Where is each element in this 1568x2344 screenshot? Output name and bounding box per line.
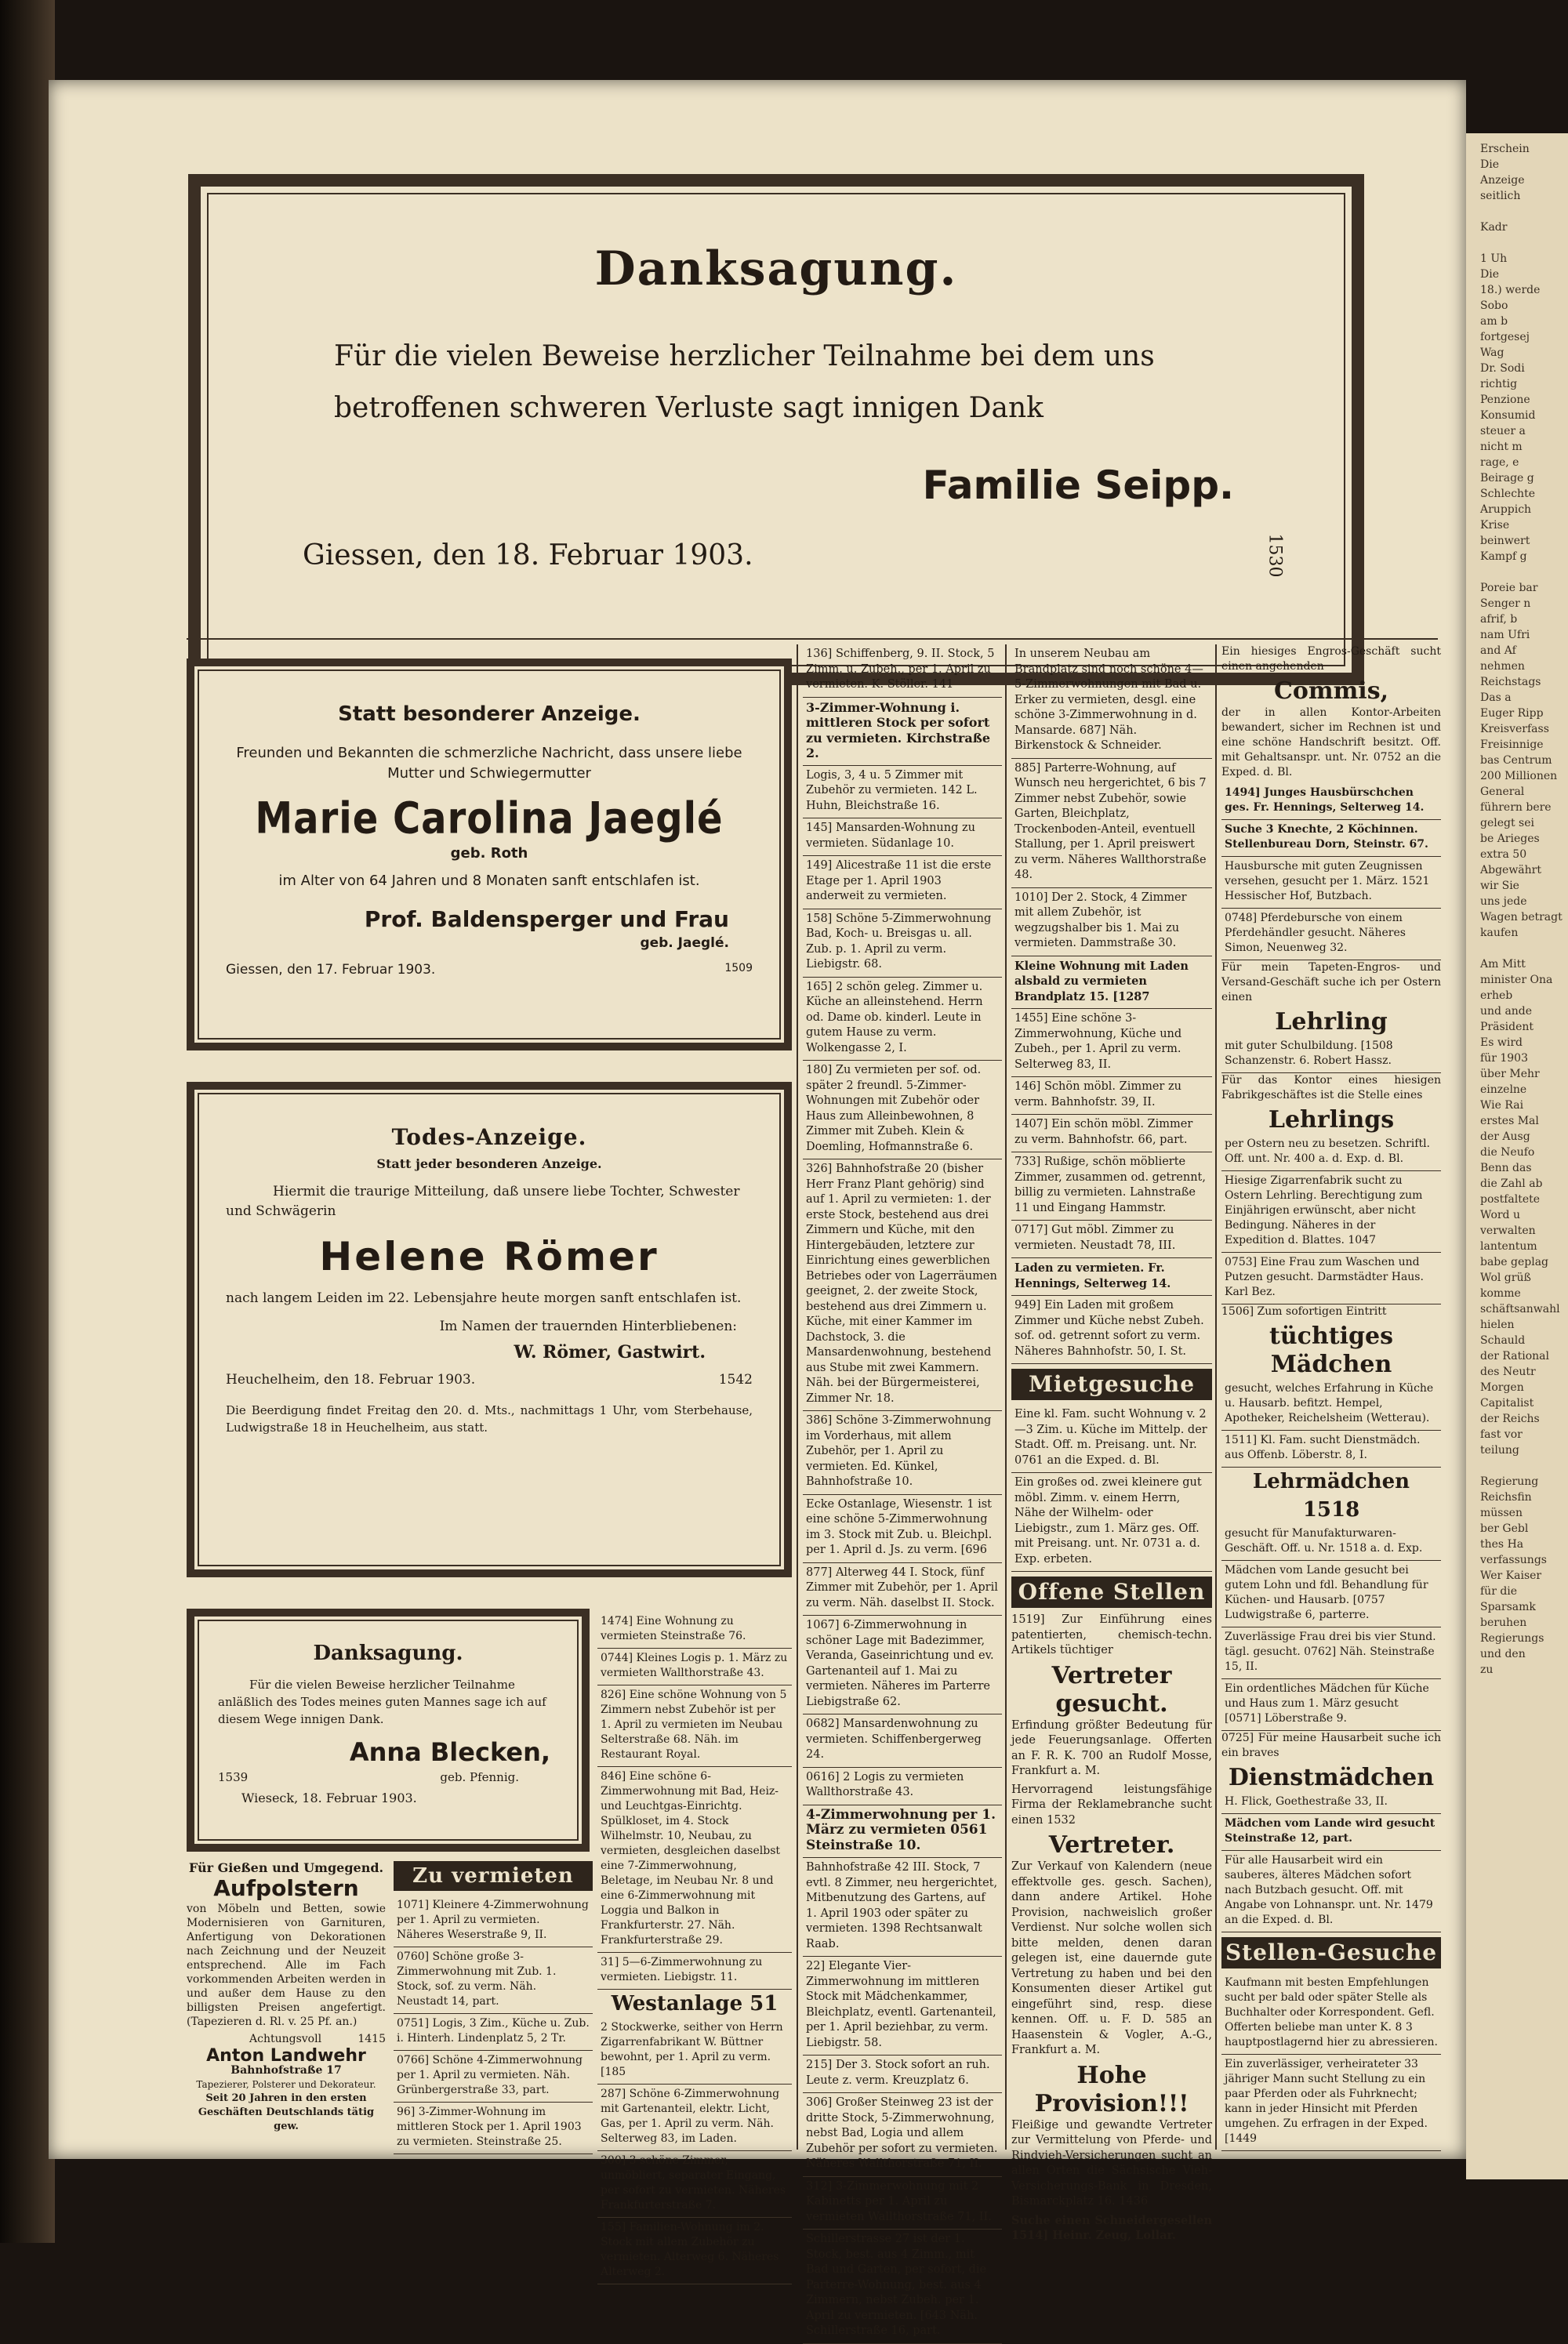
ad-item: 0717] Gut möbl. Zimmer zu vermieten. Neustadt 78, III.: [1011, 1221, 1212, 1258]
job-text: Zur Verkauf von Kalendern (neue effektvolle ges. gesch. Sachen), dann andere Artikel. Hohe Provision, nachweislich großer Verdienst. Nur solche wollen sich bitte melden, denen daran gelegen ist, eine dauernde gute Vertretung zu haben und bei den Konsumenten dieser Artikel gut eingeführt sind, resp. diese kennen. Off. u. F. D. 585 an Haasenstein & Vogler, A.-G., Frankfurt a. M.: [1011, 1860, 1212, 2056]
ad-item: 1474] Eine Wohnung zu vermieten Steinstraße 76.: [597, 1612, 792, 1649]
jaegle-text: im Alter von 64 Jahren und 8 Monaten sanft entschlafen ist.: [278, 873, 700, 889]
ad-item: Kaufmann mit besten Empfehlungen sucht per bald oder später Stelle als Buchhalter oder Korrespondent. Gefl. Offerten beliebe man unter K. 8 3 hauptpostlagernd hier zu abressieren.: [1221, 1973, 1441, 2055]
ad-item: per Ostern neu zu besetzen. Schriftl. Off. unt. Nr. 400 a. d. Exp. d. Bl.: [1221, 1134, 1441, 1171]
ad-item: 22] Elegante Vier-Zimmerwohnung im mittleren Stock mit Mädchenkammer, Bleichplatz, eventl. Gartenanteil, per 1. April beziehbar, zu verm. Liebigstr. 58.: [803, 1957, 1002, 2056]
ad-item: H. Flick, Goethestraße 33, II.: [1221, 1792, 1441, 1814]
job-title: Lehrling: [1275, 1008, 1388, 1036]
danksagung-signature: Familie Seipp.: [922, 463, 1234, 508]
job-text: 1506] Zum sofortigen Eintritt: [1221, 1305, 1387, 1318]
job-text: Ein hiesiges Engros-Geschäft sucht einen angehenden: [1221, 645, 1441, 673]
blecken-place-date: Wieseck, 18. Februar 1903.: [241, 1791, 417, 1805]
ad-westanlage-title: Westanlage 51: [611, 1992, 779, 2016]
roemer-mourners: Im Namen der trauernden Hinterbliebenen:: [439, 1319, 737, 1334]
ad-item: 733] Rußige, schön möblierte Zimmer, zusammen od. getrennt, billig zu vermieten. Lahnstraße 11 und Eingang Hammstr.: [1011, 1152, 1212, 1221]
stellengesuche-header: Stellen-Gesuche: [1221, 1937, 1441, 1968]
ad-item: mit guter Schulbildung. [1508 Schanzenstr. 6. Robert Hassz.: [1221, 1036, 1441, 1073]
ad-item: Kleine Wohnung mit Laden alsbald zu vermieten Brandplatz 15. [1287: [1011, 956, 1212, 1010]
roemer-intro: Hiermit die traurige Mitteilung, daß unsere liebe Tochter, Schwester und Schwägerin: [226, 1184, 740, 1219]
ad-item: Zuverlässige Frau drei bis vier Stund. tägl. gesucht. 0762] Näh. Steinstraße 15, II.: [1221, 1627, 1441, 1679]
ad-item: 1494] Junges Hausbürschchen ges. Fr. Hennings, Selterweg 14.: [1221, 783, 1441, 820]
ad-item: 1010] Der 2. Stock, 4 Zimmer mit allem Zubehör, ist wegzugshalber bis 1. Mai zu vermieten. Dammstraße 30.: [1011, 888, 1212, 956]
danksagung-seipp: [188, 174, 1364, 685]
mietgesuche-header: Mietgesuche: [1011, 1369, 1212, 1400]
ads-column-3: [803, 644, 1002, 2337]
ad-item: Ecke Ostanlage, Wiesenstr. 1 ist eine schöne 5-Zimmerwohnung im 3. Stock mit Zub. u. Bleichpl. per 1. April d. Js. zu verm. [696: [803, 1495, 1002, 1563]
ad-item: 4-Zimmerwohnung per 1. März zu vermieten 0561 Steinstraße 10.: [803, 1805, 1002, 1859]
ad-item: 386] Schöne 3-Zimmerwohnung im Vorderhaus, mit allem Zubehör, per 1. April zu vermieten. Ed. Künkel, Bahnhofstraße 10.: [803, 1411, 1002, 1495]
ad-item: 146] Schön möbl. Zimmer zu verm. Bahnhofstr. 39, II.: [1011, 1077, 1212, 1115]
ad-item: 885] Parterre-Wohnung, auf Wunsch neu hergerichtet, 6 bis 7 Zimmer nebst Zubehör, sowie Garten, Bleichplatz, Trockenboden-Anteil, eventuell Stallung, per 1. April preiswert zu verm. Näheres Wallthorstraße 48.: [1011, 759, 1212, 888]
blecken-text: Für die vielen Beweise herzlicher Teilnahme anläßlich des Todes meines guten Mannes sage ich auf diesem Wege innigen Dank.: [218, 1678, 546, 1726]
ad-item: 0753] Eine Frau zum Waschen und Putzen gesucht. Darmstädter Haus. Karl Bez.: [1221, 1253, 1441, 1304]
ad-item: Ein großes od. zwei kleinere gut möbl. Zimm. v. einem Herrn, Nähe der Wilhelm- oder Liebigstr., zum 1. März ges. Off. mit Preisang. unt. Nr. 0731 a. d. Exp. erbeten.: [1011, 1473, 1212, 1572]
zu-vermieten-header: Zu vermieten: [394, 1861, 593, 1891]
roemer-name: Helene Römer: [319, 1234, 659, 1279]
ads-column-5: [1221, 644, 1441, 2143]
danksagung-title: Danksagung.: [594, 241, 958, 296]
jaegle-number: 1509: [724, 962, 753, 974]
ad-item: 0748] Pferdebursche von einem Pferdehändler gesucht. Näheres Simon, Neuenweg 32.: [1221, 909, 1441, 960]
ad-item: 0616] 2 Logis zu vermieten Wallthorstraße 43.: [803, 1768, 1002, 1805]
ad-item: Suche 3 Knechte, 2 Köchinnen. Stellenbureau Dorn, Steinstr. 67.: [1221, 820, 1441, 857]
ad-item: Logis, 3, 4 u. 5 Zimmer mit Zubehör zu vermieten. 142 L. Huhn, Bleichstraße 16.: [803, 766, 1002, 819]
ad-item: Schillerstrasse 27 ist der 1. Stock, best. aus 4 Zimm., mit Bad und Garten, per sofort, die Parterre-Wohnung, best. aus 4 Zimmern, nebst Zubeh. per 1. April zu vermieten. [643 Näh. Schillerstraße 16, part.: [803, 2230, 1002, 2344]
ad-landwehr: [187, 1861, 386, 2143]
job-text: Hervorragend leistungsfähige Firma der Reklamebranche sucht einen 1532: [1011, 1783, 1212, 1827]
job-title: Hohe Provision!!!: [1034, 2061, 1189, 2117]
blecken-birth: geb. Pfennig.: [440, 1770, 519, 1784]
job-text: Suche einen Schneidergesellen 1514] Heinr. Zeug, Lollar.: [1011, 2213, 1212, 2242]
ad-item: 949] Ein Laden mit großem Zimmer und Küche nebst Zubeh. sof. od. getrennt sofort zu verm. Näheres Bahnhofstr. 50, I. St.: [1011, 1296, 1212, 1364]
roemer-place-date: Heuchelheim, den 18. Februar 1903.: [226, 1372, 476, 1388]
ad-item: 0751] Logis, 3 Zim., Küche u. Zub. i. Hinterh. Lindenplatz 5, 2 Tr.: [394, 2014, 593, 2051]
book-spine: [0, 0, 55, 2243]
ad-item: Mädchen vom Lande wird gesucht Steinstraße 12, part.: [1221, 1814, 1441, 1851]
ad-item: 312] 3-Zimmerwohnung mit 2 Kabinetts per 1. April zu vermieten Wallthorstraße 71, II.: [803, 2177, 1002, 2230]
ad-item: Bahnhofstraße 42 III. Stock, 7 evtl. 8 Zimmer, neu hergerichtet, Mitbenutzung des Gartens, auf 1. April 1903 oder später zu vermieten. 1398 Rechtsanwalt Raab.: [803, 1858, 1002, 1957]
landwehr-text: von Möbeln und Betten, sowie Modernisieren von Garnituren, Anfertigung von Dekorationen nach Zeichnung und der Neuzeit entsprechend. Alle im Fach vorkommenden Arbeiten werden in und außer dem Hause zu den billigsten Preisen angefertigt. (Tapezieren d. Rl. v. 25 Pf. an.): [187, 1903, 386, 2028]
landwehr-name: Anton Landwehr: [206, 2046, 366, 2066]
job-title: Vertreter gesucht.: [1051, 1661, 1172, 1718]
ad-item: Hiesige Zigarrenfabrik sucht zu Ostern Lehrling. Berechtigung zum Einjährigen erwünscht, aber nicht Bedingung. Näheres in der Expedition d. Blattes. 1047: [1221, 1171, 1441, 1253]
job-text: 1519] Zur Einführung eines patentierten, chemisch-techn. Artikels tüchtiger: [1011, 1613, 1212, 1656]
job-text: der in allen Kontor-Arbeiten bewandert, sicher im Rechnen ist und eine schöne Handschrift besitzt. Off. mit Gehaltsanspr. unt. Nr. 0752 an die Exped. d. Bl.: [1221, 706, 1441, 778]
job-text: Fleißige und gewandte Vertreter zur Vermittelung von Pferde- und Rindvieh-Versicherungen sucht an allen Orten die Sächsische Vieh-Versicherungs-Bank in Dresden, Bismarckplatz 16. 1436: [1011, 2118, 1212, 2208]
job-title: tüchtiges Mädchen: [1269, 1323, 1393, 1378]
adjacent-page-text: Erschein Die Anzeige seitlich Kadr 1 Uh Die 18.) werde Sobo am b fortgesej Wag Dr. Sodi richtig Penzione Konsumid steuer a nicht m rage, e Beirage g Schlechte Aruppich Krise beinwert Kampf g Poreie bar Senger n afrif, b nam Ufri and Af nehmen Reichstags Das a Euger Ripp Kreisverfass Freisinnige bas Centrum 200 Millionen General führern bere gelegt sei be Arieges extra 50 Abgewährt wir Sie uns jede Wagen betragt kaufen Am Mitt minister Ona erheb und ande Präsident Es wird für 1903 über Mehr einzelne Wie Rai erstes Mal der Ausg die Neufo Benn das die Zahl ab postfaltete Word u verwalten lantentum babe geplag Wol grüß komme schäftsanwahl hielen Schauld der Rational des Neutr Morgen Capitalist der Reichs fast vor teilung Regierung Reichsfin müssen ber Gebl thes Ha verfassungs Wer Kaiser für die Sparsamk beruhen Regierungs und den zu: [1480, 143, 1563, 1676]
ad-item: Ein zuverlässiger, verheirateter 33 jähriger Mann sucht Stellung zu ein paar Pferden oder als Fuhrknecht; kann in jeder Hinsicht mit Pferden umgehen. Zu erfragen in der Exped. [1449: [1221, 2055, 1441, 2151]
ad-item: 136] Schiffenberg, 9. II. Stock, 5 Zimm. u. Zubeh., per 1. April zu vermieten. K. Stöller. 141: [803, 644, 1002, 698]
job-title: Lehrmädchen 1518: [1252, 1470, 1410, 1522]
ad-item: gesucht für Manufakturwaren-Geschäft. Off. u. Nr. 1518 a. d. Exp.: [1221, 1524, 1441, 1561]
rule-under-top: [187, 638, 1438, 640]
ad-item: 155] Familien-Wohnung im 2. Stock mit allem Zubehör zu vermieten. Alterweg 6. Näheres Alterweg 2.: [597, 2218, 792, 2284]
ad-item: 846] Eine schöne 6-Zimmerwohnung mit Bad, Heiz- und Leuchtgas-Einrichtg. Spülkloset, im 4. Stock Wilhelmstr. 10, Neubau, zu vermieten, desgleichen daselbst eine 7-Zimmerwohnung, Beletage, im Neubau Nr. 8 und eine 6-Zimmerwohnung mit Loggia und Balkon in Frankfurterstr. 27. Näh. Frankfurterstraße 29.: [597, 1767, 792, 1953]
job-title: Vertreter.: [1048, 1831, 1175, 1859]
ad-item: 0744] Kleines Logis p. 1. März zu vermieten Wallthorstraße 43.: [597, 1649, 792, 1685]
column-separator-3: [1215, 644, 1217, 2150]
landwehr-address: Bahnhofstraße 17: [230, 2064, 342, 2077]
ads-column-2: [597, 1612, 792, 2278]
jaegle-birth: geb. Roth: [450, 845, 528, 862]
danksagung-number: 1530: [1265, 533, 1285, 578]
ads-column-4: [1011, 644, 1212, 2242]
ad-item: 180] Zu vermieten per sof. od. später 2 freundl. 5-Zimmer-Wohnungen mit Zubehör oder Haus zum Alleinbewohnen, 8 Zimmer mit Zubeh. Klein & Doemling, Hofmannstraße 6.: [803, 1061, 1002, 1159]
offene-stellen-header: Offene Stellen: [1011, 1577, 1212, 1608]
danksagung-text: Für die vielen Beweise herzlicher Teilnahme bei dem uns betroffenen schweren Verluste sagt innigen Dank: [334, 340, 1155, 424]
job-text: 0725] Für meine Hausarbeit suche ich ein braves: [1221, 1732, 1441, 1759]
ad-item: 2 Stockwerke, seither von Herrn Zigarrenfabrikant W. Büttner bewohnt, per 1. April zu verm. [185: [597, 2018, 792, 2085]
job-text: Für das Kontor eines hiesigen Fabrikgeschäftes ist die Stelle eines: [1221, 1074, 1441, 1101]
jaegle-signers: Prof. Baldensperger und Frau: [364, 906, 729, 932]
landwehr-since: Seit 20 Jahren in den ersten Geschäften Deutschlands tätig gew.: [198, 2092, 375, 2132]
ad-item: 215] Der 3. Stock sofort an ruh. Leute z. verm. Kreuzplatz 6.: [803, 2056, 1002, 2093]
ad-item: 1067] 6-Zimmerwohnung in schöner Lage mit Badezimmer, Veranda, Gaseinrichtung und ev. Gartenanteil auf 1. Mai zu vermieten. Näheres im Parterre Liebigstraße 62.: [803, 1616, 1002, 1714]
landwehr-trade: Tapezierer, Polsterer und Dekorateur.: [196, 2079, 376, 2090]
ad-item: Mädchen vom Lande gesucht bei gutem Lohn und fdl. Behandlung für Küchen- und Hausarb. [0757 Ludwigstraße 6, parterre.: [1221, 1561, 1441, 1627]
ad-item: 0760] Schöne große 3-Zimmerwohnung mit Zub. 1. Stock, sof. zu verm. Näh. Neustadt 14, part.: [394, 1947, 593, 2014]
jaegle-intro: Freunden und Bekannten die schmerzliche Nachricht, dass unsere liebe Mutter und Schwiegermutter: [236, 745, 742, 782]
blecken-heading: Danksagung.: [313, 1642, 463, 1665]
landwehr-closing: Achtungsvoll: [249, 2033, 322, 2045]
ad-item: 31] 5—6-Zimmerwohnung zu vermieten. Liebigstr. 11.: [597, 1953, 792, 1990]
jaegle-signers-birth: geb. Jaeglé.: [640, 935, 729, 951]
danksagung-blecken: [187, 1609, 590, 1852]
ad-item: 877] Alterweg 44 I. Stock, fünf Zimmer mit Zubehör, per 1. April zu verm. Näh. daselbst II. Stock.: [803, 1563, 1002, 1616]
ad-item: 826] Eine schöne Wohnung von 5 Zimmern nebst Zubehör ist per 1. April zu vermieten im Neubau Selterstraße 68. Näh. im Restaurant Royal.: [597, 1685, 792, 1767]
ad-item: 326] Bahnhofstraße 20 (bisher Herr Franz Plant gehörig) sind auf 1. April zu vermieten: 1. der erste Stock, bestehend aus drei Zimmern und Küche, mit den Hintergebäuden, letztere zur Einrichtung eines gewerblichen Betriebes oder von Lagerräumen geeignet, 2. der zweite Stock, bestehend aus drei Zimmern u. Küche, mit einer Kammer im Dachstock, 3. die Mansardenwohnung, bestehend aus Stube mit zwei Kammern. Näh. bei der Bürgermeisterei, Zimmer Nr. 18.: [803, 1159, 1002, 1411]
danksagung-place-date: Giessen, den 18. Februar 1903.: [303, 539, 753, 571]
ad-item: 0682] Mansardenwohnung zu vermieten. Schiffenbergerweg 24.: [803, 1714, 1002, 1768]
roemer-text: nach langem Leiden im 22. Lebensjahre heute morgen sanft entschlafen ist.: [226, 1290, 742, 1306]
ad-item: 149] Alicestraße 11 ist die erste Etage per 1. April 1903 anderweit zu vermieten.: [803, 856, 1002, 909]
anzeige-roemer: [187, 1082, 792, 1577]
roemer-subheading: Statt jeder besonderen Anzeige.: [376, 1156, 602, 1171]
ad-item: Laden zu vermieten. Fr. Hennings, Selterweg 14.: [1011, 1258, 1212, 1296]
ad-item: Ein ordentliches Mädchen für Küche und Haus zum 1. März gesucht [0571] Löberstraße 9.: [1221, 1679, 1441, 1731]
roemer-signer: W. Römer, Gastwirt.: [514, 1342, 706, 1362]
adjacent-page-edge: [1466, 133, 1568, 2179]
ad-item: 3-Zimmer-Wohnung i. mittleren Stock per sofort zu vermieten. Kirchstraße 2.: [803, 698, 1002, 766]
ad-item: 1407] Ein schön möbl. Zimmer zu verm. Bahnhofstr. 66, part.: [1011, 1115, 1212, 1152]
newspaper-page: [49, 80, 1466, 2337]
zu-vermieten-column-1: [394, 1861, 593, 2148]
job-title: Lehrlings: [1268, 1106, 1395, 1134]
landwehr-title: Aufpolstern: [213, 1875, 359, 1901]
ad-item: Eine kl. Fam. sucht Wohnung v. 2—3 Zim. u. Küche im Mittelp. der Stadt. Off. m. Preisang. unt. Nr. 0761 an die Exped. d. Bl.: [1011, 1405, 1212, 1473]
ad-item: 165] 2 schön geleg. Zimmer u. Küche an alleinstehend. Herrn od. Dame ob. kinderl. Leute in gutem Hause zu verm. Wolkengasse 2, I.: [803, 978, 1002, 1061]
ad-item: In unserem Neubau am Brandplatz sind noch schöne 4—5-Zimmerwohnungen mit Bad u. Erker zu vermieten, desgl. eine schöne 3-Zimmerwohnung in d. Mansarde. 687] Näh. Birkenstock & Schneider.: [1011, 644, 1212, 759]
ad-item: 1455] Eine schöne 3-Zimmerwohnung, Küche und Zubeh., per 1. April zu verm. Selterweg 83, II.: [1011, 1009, 1212, 1077]
ad-item: Für alle Hausarbeit wird ein sauberes, älteres Mädchen sofort nach Butzbach gesucht. Off. mit Angabe von Lohnanspr. unt. Nr. 1479 an die Exped. d. Bl.: [1221, 1851, 1441, 1932]
roemer-number: 1542: [718, 1372, 753, 1388]
blecken-name: Anna Blecken,: [349, 1737, 550, 1767]
blecken-number: 1539: [218, 1770, 249, 1784]
anzeige-jaegle: [187, 659, 792, 1050]
jaegle-name: Marie Carolina Jaeglé: [255, 793, 724, 844]
ad-item: gesucht, welches Erfahrung in Küche u. Hausarb. befitzt. Hempel, Apotheker, Reichelsheim (Wetterau).: [1221, 1379, 1441, 1431]
ad-item: 0766] Schöne 4-Zimmerwohnung per 1. April zu vermieten. Näh. Grünbergerstraße 33, part.: [394, 2051, 593, 2103]
column-separator-2: [1005, 644, 1007, 2150]
ad-item: 306] Großer Steinweg 23 ist der dritte Stock, 5-Zimmerwohnung, nebst Bad, Logia und allem Zubehör per sofort zu vermieten. Näheres Wallthorstraße 71, II.: [803, 2093, 1002, 2177]
ad-item: 287] Schöne 6-Zimmerwohnung mit Gartenanteil, elektr. Licht, Gas, per 1. April zu verm. Näh. Selterweg 83, im Laden.: [597, 2085, 792, 2151]
roemer-funeral: Die Beerdigung findet Freitag den 20. d. Mts., nachmittags 1 Uhr, vom Sterbehause, Ludwigstraße 18 in Heuchelheim, aus statt.: [226, 1403, 753, 1435]
ad-item: 145] Mansarden-Wohnung zu vermieten. Südanlage 10.: [803, 818, 1002, 856]
jaegle-place-date: Giessen, den 17. Februar 1903.: [226, 962, 436, 978]
jaegle-heading: Statt besonderer Anzeige.: [338, 702, 641, 726]
ad-item: Hausbursche mit guten Zeugnissen versehen, gesucht per 1. März. 1521 Hessischer Hof, Butzbach.: [1221, 857, 1441, 909]
ad-item: 158] Schöne 5-Zimmerwohnung Bad, Koch- u. Breisgas u. all. Zub. p. 1. April zu verm. Liebigstr. 68.: [803, 909, 1002, 978]
column-separator-1: [797, 644, 798, 2150]
job-title: Dienstmädchen: [1228, 1764, 1435, 1791]
job-text: Für mein Tapeten-Engros- und Versand-Geschäft suche ich per Ostern einen: [1221, 961, 1441, 1003]
roemer-heading: Todes-Anzeige.: [391, 1124, 587, 1150]
job-text: Erfindung größter Bedeutung für jede Feuerungsanlage. Offerten an F. R. K. 700 an Rudolf Mosse, Frankfurt a. M.: [1011, 1718, 1212, 1777]
job-title: Commis,: [1273, 677, 1389, 705]
ad-item: 300] 3 schöne Zimmer, unmöbliert, separater Eingang, per sofort zu vermieten. Näheres Frankfurterstraße 7.: [597, 2151, 792, 2218]
landwehr-number: 1415: [358, 2033, 386, 2045]
ad-item: 1511] Kl. Fam. sucht Dienstmädch. aus Offenb. Löberstr. 8, I.: [1221, 1431, 1441, 1468]
landwehr-heading: Für Gießen und Umgegend.: [188, 1860, 384, 1875]
ad-item: 96] 3-Zimmer-Wohnung im mittleren Stock per 1. April 1903 zu vermieten. Steinstraße 25.: [394, 2103, 593, 2154]
ad-item: 1071] Kleinere 4-Zimmerwohnung per 1. April zu vermieten. Näheres Weserstraße 9, II.: [394, 1896, 593, 1947]
